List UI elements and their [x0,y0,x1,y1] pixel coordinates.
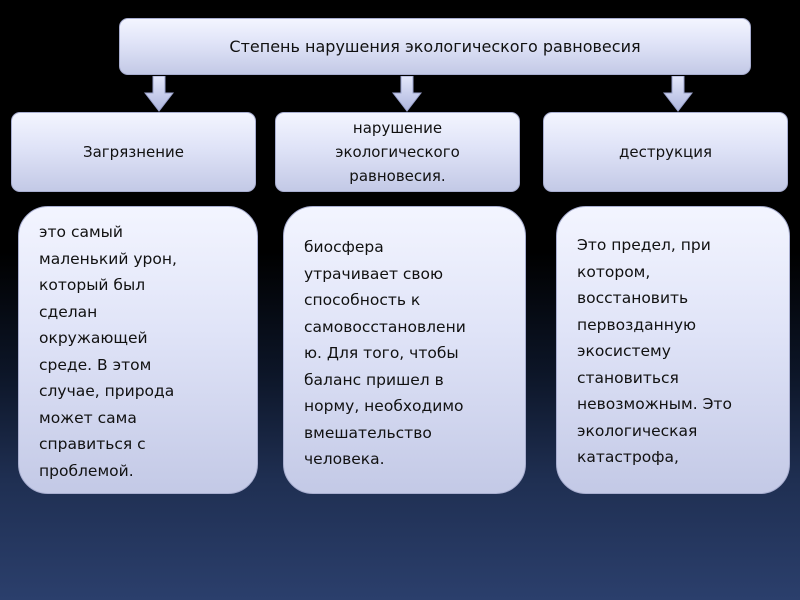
description-box-destruction [556,206,790,494]
description-box-imbalance [283,206,526,494]
category-label: Загрязнение [82,143,185,161]
description-text: Это предел, при котором, восстановить первозданную экосистему становиться невозможным. Это экологическая катастрофа, [577,236,732,466]
diagram-title-box [119,18,751,75]
down-arrow-icon [144,76,174,112]
down-arrow-icon [392,76,422,112]
category-box-imbalance [275,112,520,192]
category-label: деструкция [618,143,713,161]
down-arrow-icon [663,76,693,112]
category-label: нарушение экологического равновесия. [335,119,460,185]
description-box-pollution [18,206,258,494]
category-box-destruction [543,112,788,192]
description-text: биосфера утрачивает свою способность к самовосстановлени ю. Для того, чтобы баланс пришел в норму, необходимо вмешательство человека. [304,238,466,468]
diagram-title: Степень нарушения экологического равновесия [229,37,641,56]
category-box-pollution [11,112,256,192]
description-text: это самый маленький урон, который был сделан окружающей среде. В этом случае, природа может сама справиться с проблемой. [39,223,177,480]
